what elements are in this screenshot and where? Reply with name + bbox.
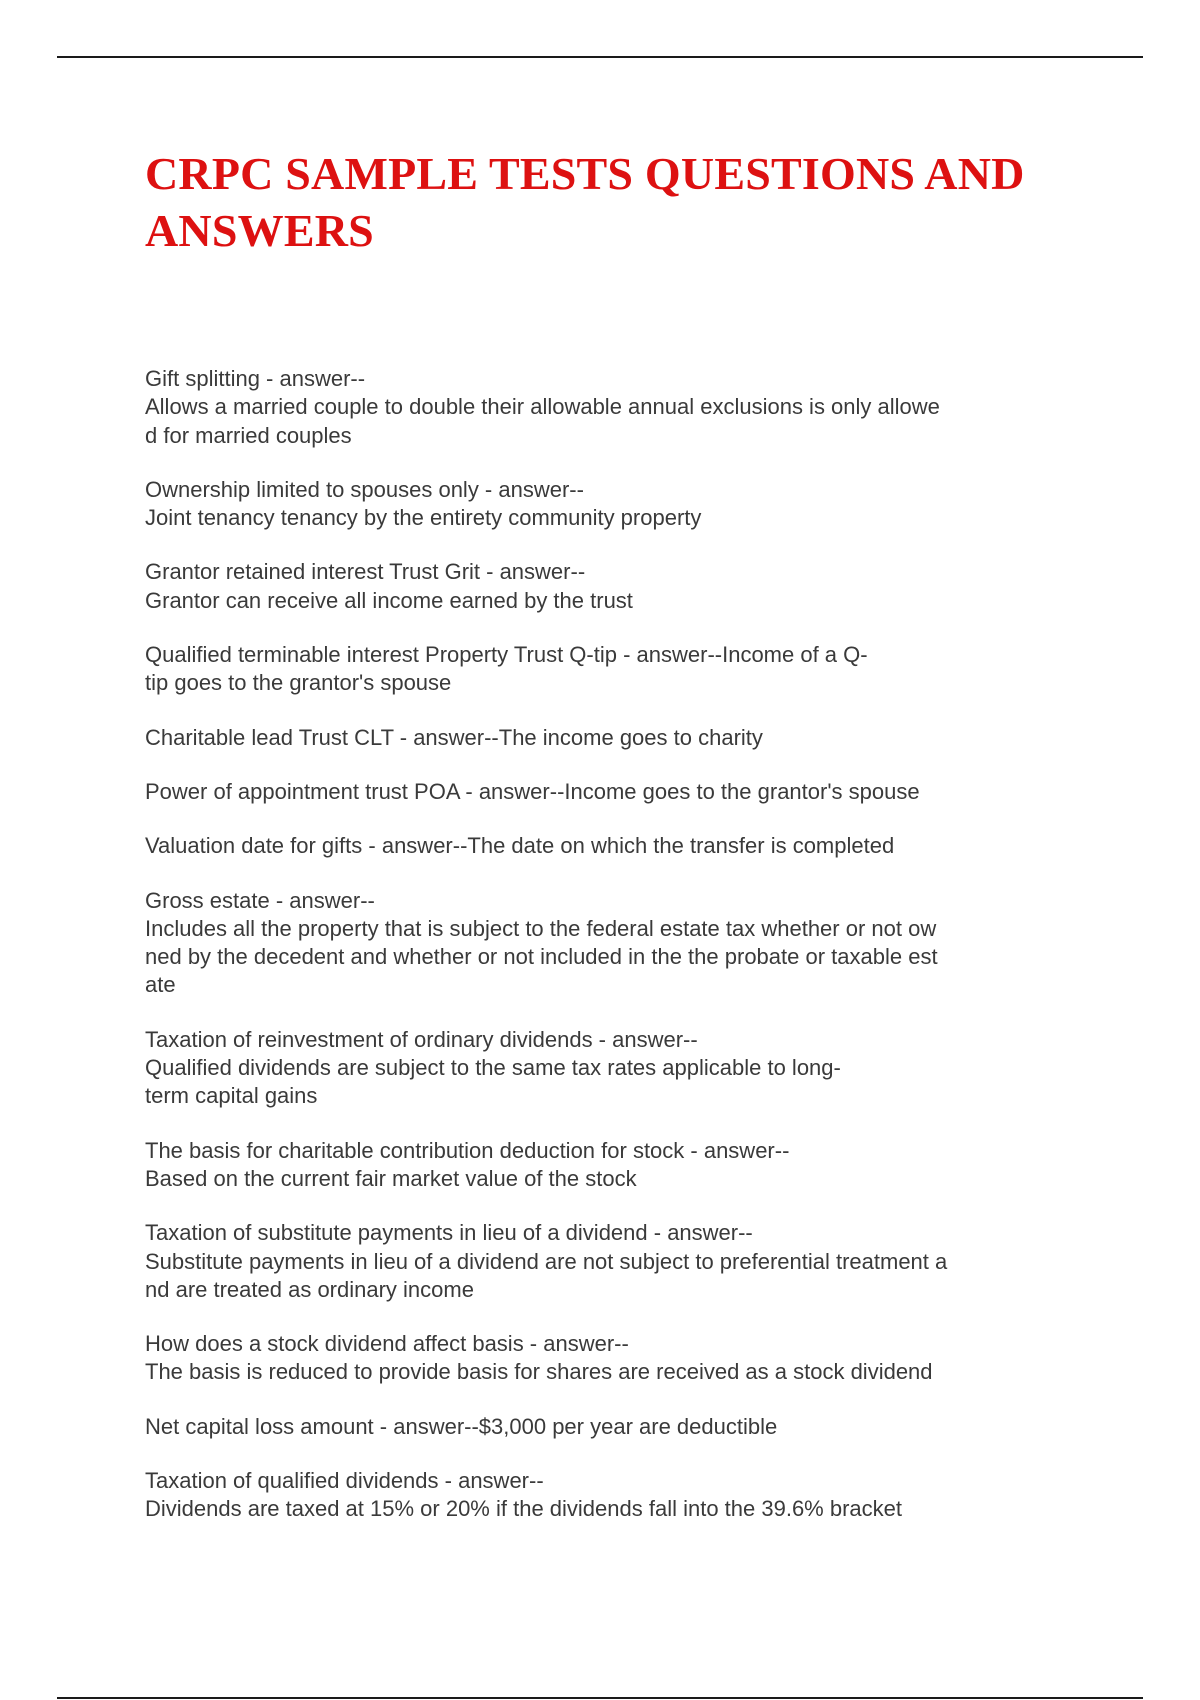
qa-item: Taxation of substitute payments in lieu of a dividend - answer-- Substitute payments in lieu of a dividend are not subject to preferential treatment a nd are treated as ordinary income	[145, 1220, 948, 1302]
qa-item: Taxation of reinvestment of ordinary dividends - answer-- Qualified dividends are subject to the same tax rates applicable to long- term capital gains	[145, 1026, 841, 1109]
qa-item: Gift splitting - answer-- Allows a married couple to double their allowable annual exclusions is only allowe d for married couples	[145, 366, 940, 448]
qa-item: Gross estate - answer-- Includes all the property that is subject to the federal estate tax whether or not ow ned by the decedent and whether or not included in the the probate or taxable est ate	[145, 887, 938, 998]
bottom-divider	[57, 1697, 1143, 1699]
qa-item: The basis for charitable contribution deduction for stock - answer-- Based on the current fair market value of the stock	[145, 1137, 790, 1191]
qa-item: Valuation date for gifts - answer--The date on which the transfer is completed	[145, 833, 895, 859]
qa-list	[145, 365, 1060, 1550]
qa-item: Grantor retained interest Trust Grit - answer-- Grantor can receive all income earned by the trust	[145, 559, 633, 613]
qa-item: Ownership limited to spouses only - answer-- Joint tenancy tenancy by the entirety community property	[145, 476, 702, 531]
top-divider	[57, 56, 1143, 58]
qa-item: Net capital loss amount - answer--$3,000 per year are deductible	[145, 1413, 778, 1439]
document-title: CRPC SAMPLE TESTS QUESTIONS AND ANSWERS	[145, 148, 1025, 256]
qa-item: Charitable lead Trust CLT - answer--The income goes to charity	[145, 724, 763, 750]
qa-item: Qualified terminable interest Property Trust Q-tip - answer--Income of a Q- tip goes to the grantor's spouse	[145, 642, 868, 696]
qa-item: Taxation of qualified dividends - answer-- Dividends are taxed at 15% or 20% if the dividends fall into the 39.6% bracket	[145, 1468, 903, 1522]
qa-item: How does a stock dividend affect basis - answer-- The basis is reduced to provide basis for shares are received as a stock dividend	[145, 1331, 933, 1385]
qa-item: Power of appointment trust POA - answer--Income goes to the grantor's spouse	[145, 778, 920, 804]
